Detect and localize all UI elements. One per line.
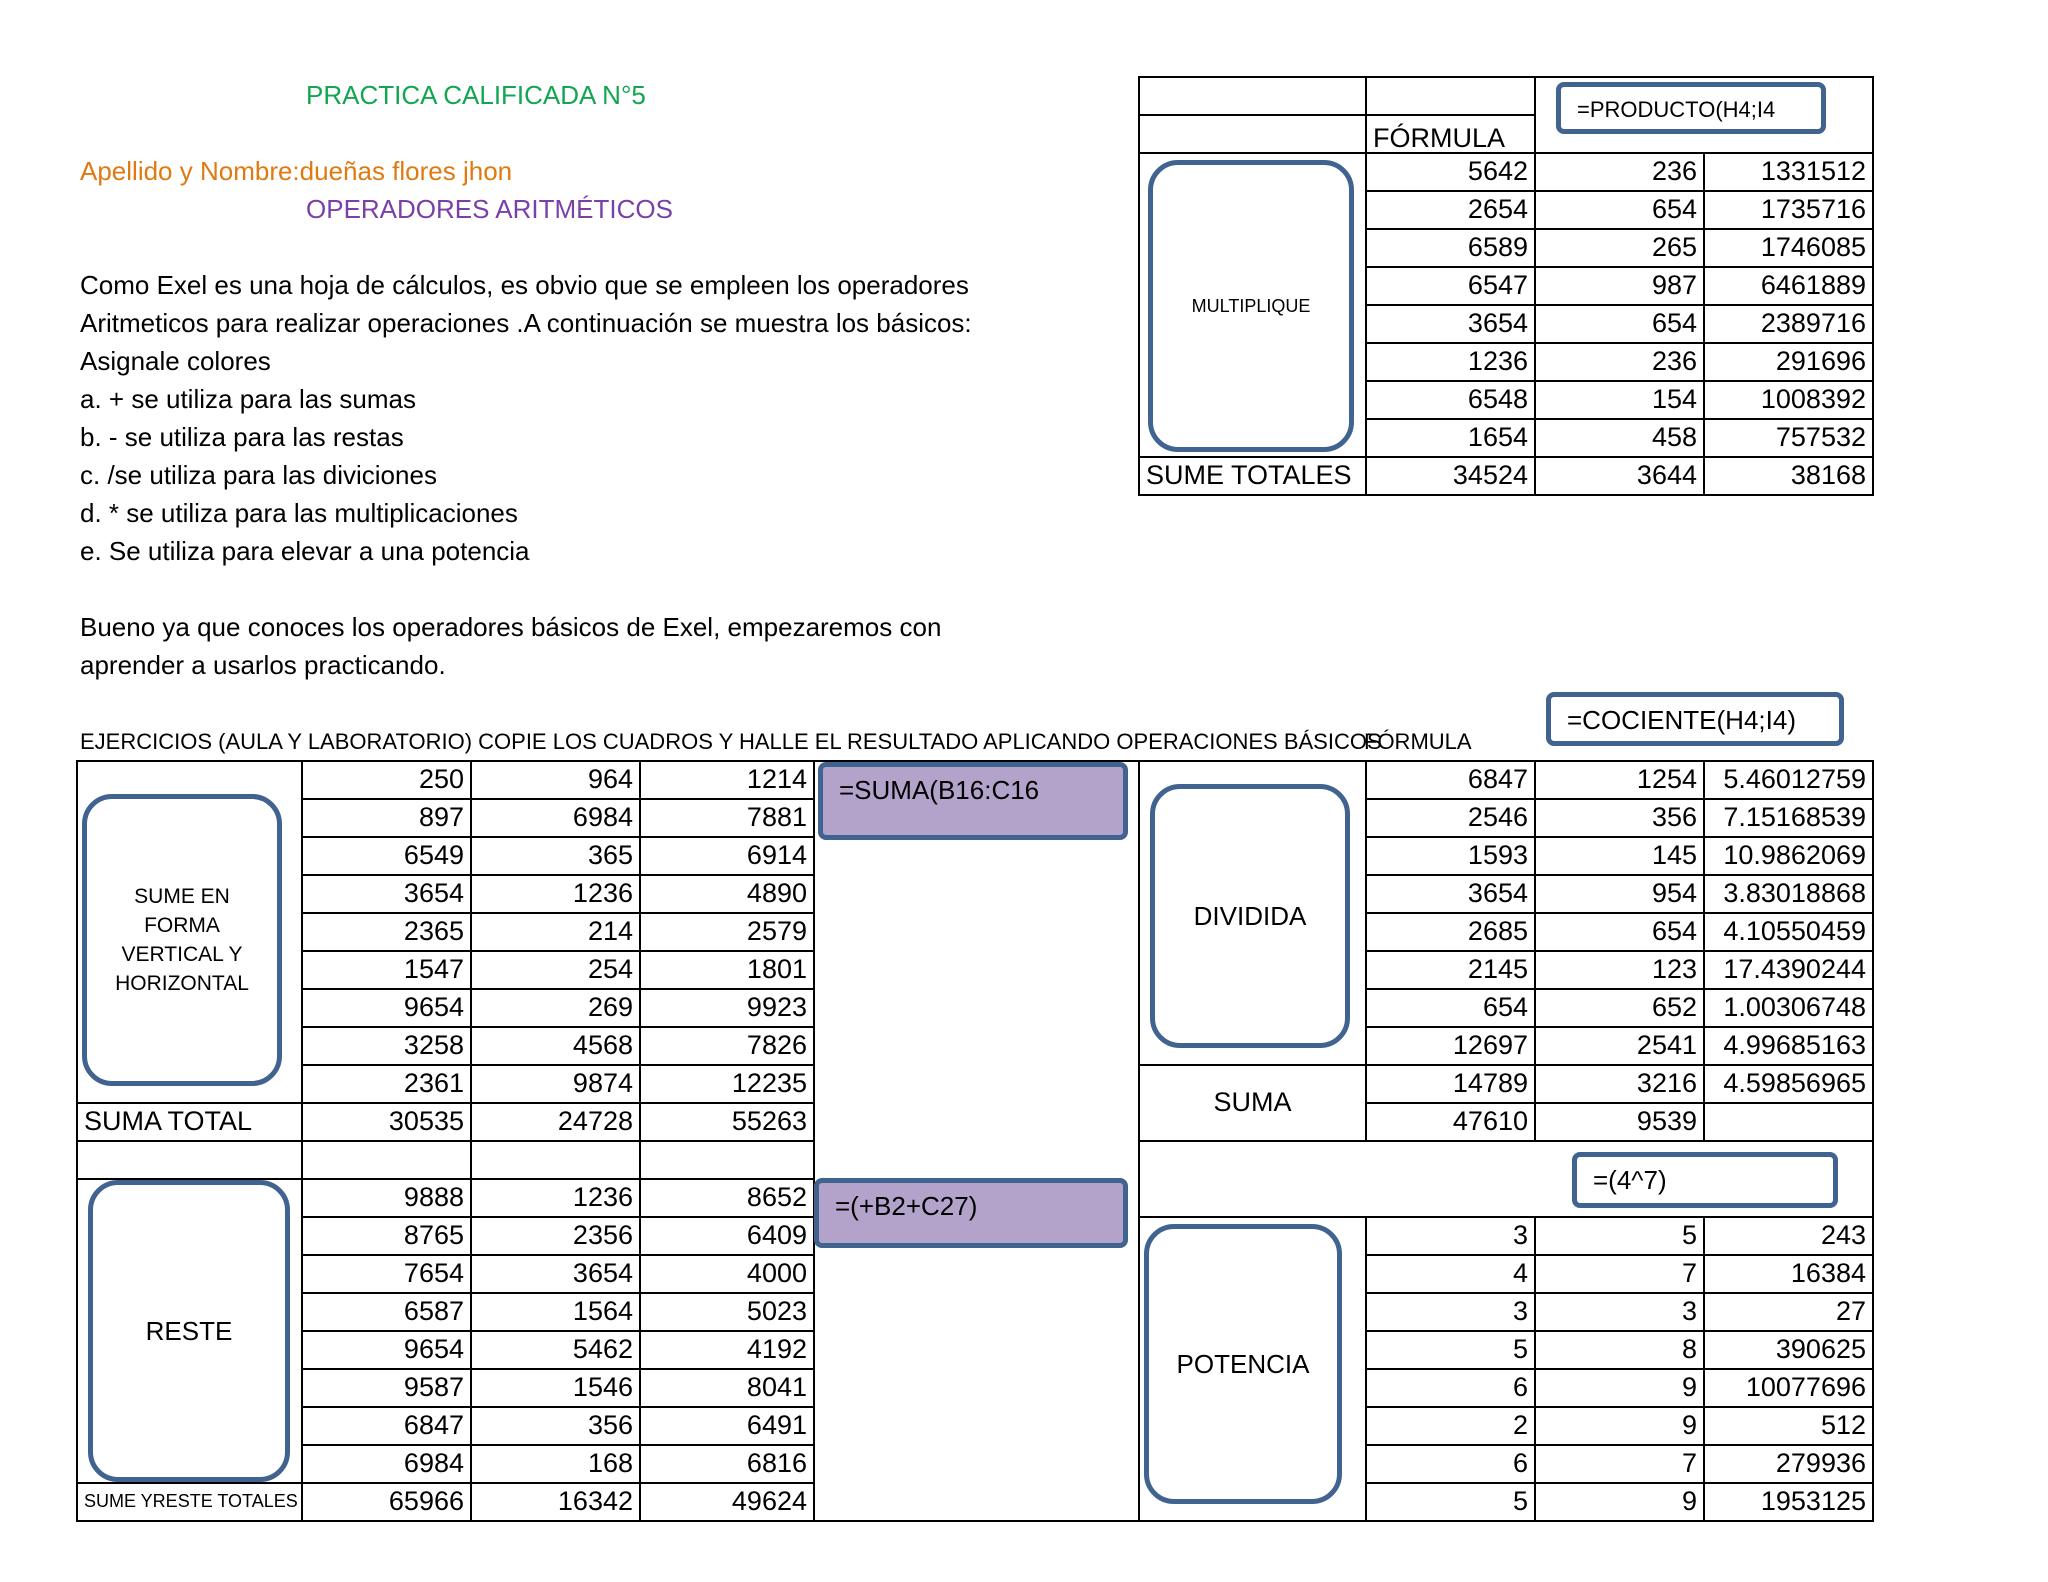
blank-cell[interactable] — [301, 1140, 472, 1180]
power-value-cell[interactable]: 5 — [1365, 1482, 1536, 1522]
multiply-value-cell[interactable]: 5642 — [1365, 152, 1536, 192]
multiply-value-cell[interactable]: 757532 — [1703, 418, 1874, 458]
multiply-value-cell[interactable]: 1735716 — [1703, 190, 1874, 230]
multiply-total-cell[interactable]: 38168 — [1703, 456, 1874, 496]
multiply-value-cell[interactable]: 654 — [1534, 304, 1705, 344]
multiply-value-cell[interactable]: 1746085 — [1703, 228, 1874, 268]
intro-line: d. * se utiliza para las multiplicaciones — [80, 498, 518, 528]
divide-formula: =COCIENTE(H4;I4) — [1567, 705, 1796, 735]
power-value-cell[interactable]: 27 — [1703, 1292, 1874, 1332]
intro-line: a. + se utiliza para las sumas — [80, 384, 416, 414]
multiply-value-cell[interactable]: 654 — [1534, 190, 1705, 230]
formula-column-cell[interactable] — [813, 760, 1140, 1522]
page-title: PRACTICA CALIFICADA N°5 — [306, 80, 646, 110]
divide-value-cell[interactable]: 652 — [1534, 988, 1705, 1028]
intro-line: e. Se utiliza para elevar a una potencia — [80, 536, 530, 566]
sum-value-cell[interactable]: 7826 — [639, 1026, 815, 1066]
multiply-value-cell[interactable]: 6548 — [1365, 380, 1536, 420]
power-value-cell[interactable]: 9 — [1534, 1406, 1705, 1446]
power-value-cell[interactable]: 5 — [1534, 1216, 1705, 1256]
power-value-cell[interactable]: 8 — [1534, 1330, 1705, 1370]
sum-value-cell[interactable]: 12235 — [639, 1064, 815, 1104]
multiply-value-cell[interactable]: 291696 — [1703, 342, 1874, 382]
sum-value-cell[interactable]: 254 — [470, 950, 641, 990]
multiply-value-cell[interactable]: 265 — [1534, 228, 1705, 268]
divide-value-cell[interactable]: 3216 — [1534, 1064, 1705, 1104]
blank-cell[interactable] — [1138, 76, 1367, 116]
multiply-value-cell[interactable]: 1331512 — [1703, 152, 1874, 192]
divide-value-cell[interactable]: 6847 — [1365, 760, 1536, 800]
sum-value-cell[interactable]: 2361 — [301, 1064, 472, 1104]
sum-value-cell[interactable]: 1214 — [639, 760, 815, 800]
power-label: POTENCIA — [1176, 1349, 1310, 1379]
subtract-value-cell[interactable]: 9587 — [301, 1368, 472, 1408]
subtract-formula: =(+B2+C27) — [835, 1191, 978, 1221]
multiply-value-cell[interactable]: 2389716 — [1703, 304, 1874, 344]
multiply-label: MULTIPLIQUE — [1191, 296, 1311, 316]
power-value-cell[interactable]: 10077696 — [1703, 1368, 1874, 1408]
subtract-value-cell[interactable]: 1236 — [470, 1178, 641, 1218]
subtract-value-cell[interactable]: 5462 — [470, 1330, 641, 1370]
power-value-cell[interactable]: 6 — [1365, 1444, 1536, 1484]
power-value-cell[interactable]: 3 — [1534, 1292, 1705, 1332]
sum-value-cell[interactable]: 269 — [470, 988, 641, 1028]
subtract-total-cell[interactable]: 65966 — [301, 1482, 472, 1522]
divide-formula-box[interactable] — [1546, 692, 1844, 746]
power-value-cell[interactable]: 5 — [1365, 1330, 1536, 1370]
divide-value-cell[interactable]: 10.9862069 — [1703, 836, 1874, 876]
blank-cell[interactable] — [1138, 114, 1367, 154]
divide-value-cell[interactable]: 2685 — [1365, 912, 1536, 952]
sum-value-cell[interactable]: 964 — [470, 760, 641, 800]
intro-line: Como Exel es una hoja de cálculos, es obvio que se empleen los operadores — [80, 270, 969, 300]
divide-value-cell[interactable]: 2145 — [1365, 950, 1536, 990]
divide-total-cell[interactable] — [1703, 1102, 1874, 1142]
power-value-cell[interactable]: 9 — [1534, 1482, 1705, 1522]
subtract-value-cell[interactable]: 8652 — [639, 1178, 815, 1218]
subtract-value-cell[interactable]: 4000 — [639, 1254, 815, 1294]
subtract-value-cell[interactable]: 8041 — [639, 1368, 815, 1408]
multiply-formula-label[interactable]: FÓRMULA — [1365, 114, 1536, 154]
multiply-value-cell[interactable]: 154 — [1534, 380, 1705, 420]
divide-value-cell[interactable]: 356 — [1534, 798, 1705, 838]
multiply-value-cell[interactable]: 3654 — [1365, 304, 1536, 344]
power-value-cell[interactable]: 6 — [1365, 1368, 1536, 1408]
divide-value-cell[interactable]: 3.83018868 — [1703, 874, 1874, 914]
exercises-header: EJERCICIOS (AULA Y LABORATORIO) COPIE LOS CUADROS Y HALLE EL RESULTADO APLICANDO OPERACIONES BÁSICOS — [80, 729, 1382, 754]
sum-value-cell[interactable]: 3654 — [301, 874, 472, 914]
divide-value-cell[interactable]: 654 — [1534, 912, 1705, 952]
sum-value-cell[interactable]: 2365 — [301, 912, 472, 952]
blank-cell[interactable] — [1365, 76, 1536, 116]
power-formula-box[interactable] — [1572, 1152, 1838, 1208]
sum-value-cell[interactable]: 2579 — [639, 912, 815, 952]
subtract-value-cell[interactable]: 6409 — [639, 1216, 815, 1256]
sum-value-cell[interactable]: 6984 — [470, 798, 641, 838]
subtract-value-cell[interactable]: 6816 — [639, 1444, 815, 1484]
subtract-value-cell[interactable]: 1546 — [470, 1368, 641, 1408]
multiply-total-cell[interactable]: 34524 — [1365, 456, 1536, 496]
multiply-value-cell[interactable]: 6589 — [1365, 228, 1536, 268]
divide-total-cell[interactable]: 47610 — [1365, 1102, 1536, 1142]
sum-total-cell[interactable]: 30535 — [301, 1102, 472, 1142]
sum-value-cell[interactable]: 7881 — [639, 798, 815, 838]
multiply-value-cell[interactable]: 236 — [1534, 152, 1705, 192]
power-value-cell[interactable]: 4 — [1365, 1254, 1536, 1294]
divide-value-cell[interactable]: 954 — [1534, 874, 1705, 914]
sum-formula-box[interactable] — [818, 762, 1128, 840]
subtract-value-cell[interactable]: 6984 — [301, 1444, 472, 1484]
closing-line: aprender a usarlos practicando. — [80, 650, 446, 680]
multiply-value-cell[interactable]: 2654 — [1365, 190, 1536, 230]
multiply-value-cell[interactable]: 236 — [1534, 342, 1705, 382]
sum-value-cell[interactable]: 1236 — [470, 874, 641, 914]
sum-formula: =SUMA(B16:C16 — [839, 775, 1040, 805]
divide-value-cell[interactable]: 12697 — [1365, 1026, 1536, 1066]
intro-line: Asignale colores — [80, 346, 271, 376]
sum-total-cell[interactable]: 55263 — [639, 1102, 815, 1142]
power-formula: =(4^7) — [1593, 1165, 1667, 1195]
power-label-box — [1144, 1224, 1342, 1504]
divide-value-cell[interactable]: 4.99685163 — [1703, 1026, 1874, 1066]
subtract-label-box — [88, 1180, 290, 1482]
multiply-label-box — [1148, 160, 1354, 452]
sum-value-cell[interactable]: 214 — [470, 912, 641, 952]
subtract-formula-box[interactable] — [814, 1178, 1128, 1248]
intro-line: Aritmeticos para realizar operaciones .A continuación se muestra los básicos: — [80, 308, 972, 338]
sum-value-cell[interactable]: 3258 — [301, 1026, 472, 1066]
intro-line: c. /se utiliza para las diviciones — [80, 460, 437, 490]
subtract-value-cell[interactable]: 9654 — [301, 1330, 472, 1370]
multiply-total-cell[interactable]: 3644 — [1534, 456, 1705, 496]
sum-value-cell[interactable]: 9923 — [639, 988, 815, 1028]
power-value-cell[interactable]: 3 — [1365, 1216, 1536, 1256]
power-value-cell[interactable]: 279936 — [1703, 1444, 1874, 1484]
sum-value-cell[interactable]: 9874 — [470, 1064, 641, 1104]
subtract-value-cell[interactable]: 356 — [470, 1406, 641, 1446]
divide-sum-label[interactable]: SUMA — [1138, 1064, 1367, 1142]
multiply-formula-box[interactable] — [1556, 82, 1826, 134]
sum-total-cell[interactable]: 24728 — [470, 1102, 641, 1142]
power-value-cell[interactable]: 1953125 — [1703, 1482, 1874, 1522]
subtract-total-cell[interactable]: 49624 — [639, 1482, 815, 1522]
divide-value-cell[interactable]: 4.10550459 — [1703, 912, 1874, 952]
sum-totals-label[interactable]: SUMA TOTAL — [76, 1102, 303, 1142]
power-value-cell[interactable]: 2 — [1365, 1406, 1536, 1446]
subtract-value-cell[interactable]: 8765 — [301, 1216, 472, 1256]
divide-value-cell[interactable]: 17.4390244 — [1703, 950, 1874, 990]
blank-cell[interactable] — [76, 1140, 303, 1180]
power-value-cell[interactable]: 16384 — [1703, 1254, 1874, 1294]
blank-cell[interactable] — [470, 1140, 641, 1180]
divide-value-cell[interactable]: 5.46012759 — [1703, 760, 1874, 800]
sum-value-cell[interactable]: 4568 — [470, 1026, 641, 1066]
intro-line: b. - se utiliza para las restas — [80, 422, 404, 452]
divide-value-cell[interactable]: 4.59856965 — [1703, 1064, 1874, 1104]
subtract-value-cell[interactable]: 7654 — [301, 1254, 472, 1294]
subtract-value-cell[interactable]: 2356 — [470, 1216, 641, 1256]
subtract-value-cell[interactable]: 3654 — [470, 1254, 641, 1294]
subtract-label: RESTE — [145, 1316, 233, 1346]
multiply-value-cell[interactable]: 6461889 — [1703, 266, 1874, 306]
power-value-cell[interactable]: 9 — [1534, 1368, 1705, 1408]
power-value-cell[interactable]: 7 — [1534, 1444, 1705, 1484]
student-name: Apellido y Nombre:dueñas flores jhon — [80, 156, 513, 186]
divide-value-cell[interactable]: 123 — [1534, 950, 1705, 990]
divide-value-cell[interactable]: 2541 — [1534, 1026, 1705, 1066]
subtract-value-cell[interactable]: 4192 — [639, 1330, 815, 1370]
subtract-value-cell[interactable]: 168 — [470, 1444, 641, 1484]
divide-value-cell[interactable]: 1254 — [1534, 760, 1705, 800]
sum-label-box — [82, 794, 282, 1086]
subtract-value-cell[interactable]: 9888 — [301, 1178, 472, 1218]
multiply-formula: =PRODUCTO(H4;I4 — [1577, 97, 1776, 122]
subtract-value-cell[interactable]: 5023 — [639, 1292, 815, 1332]
divide-value-cell[interactable]: 3654 — [1365, 874, 1536, 914]
subtract-total-cell[interactable]: 16342 — [470, 1482, 641, 1522]
multiply-value-cell[interactable]: 987 — [1534, 266, 1705, 306]
sum-value-cell[interactable]: 365 — [470, 836, 641, 876]
sum-label: SUME EN FORMA VERTICAL Y HORIZONTAL — [115, 885, 249, 995]
sum-value-cell[interactable]: 250 — [301, 760, 472, 800]
subtract-value-cell[interactable]: 6587 — [301, 1292, 472, 1332]
sum-value-cell[interactable]: 1801 — [639, 950, 815, 990]
subtract-value-cell[interactable]: 1564 — [470, 1292, 641, 1332]
power-value-cell[interactable]: 390625 — [1703, 1330, 1874, 1370]
divide-formula-label: FÓRMULA — [1364, 729, 1472, 754]
divide-value-cell[interactable]: 7.15168539 — [1703, 798, 1874, 838]
divide-value-cell[interactable]: 1.00306748 — [1703, 988, 1874, 1028]
divide-value-cell[interactable]: 654 — [1365, 988, 1536, 1028]
subtract-value-cell[interactable]: 6491 — [639, 1406, 815, 1446]
divide-value-cell[interactable]: 145 — [1534, 836, 1705, 876]
divide-value-cell[interactable]: 1593 — [1365, 836, 1536, 876]
blank-cell[interactable] — [639, 1140, 815, 1180]
sum-value-cell[interactable]: 4890 — [639, 874, 815, 914]
multiply-totals-label[interactable]: SUME TOTALES — [1138, 456, 1367, 496]
divide-value-cell[interactable]: 14789 — [1365, 1064, 1536, 1104]
multiply-value-cell[interactable]: 1654 — [1365, 418, 1536, 458]
multiply-value-cell[interactable]: 1236 — [1365, 342, 1536, 382]
subtract-value-cell[interactable]: 6847 — [301, 1406, 472, 1446]
sum-value-cell[interactable]: 9654 — [301, 988, 472, 1028]
power-value-cell[interactable]: 3 — [1365, 1292, 1536, 1332]
multiply-value-cell[interactable]: 6547 — [1365, 266, 1536, 306]
sum-value-cell[interactable]: 897 — [301, 798, 472, 838]
sum-value-cell[interactable]: 1547 — [301, 950, 472, 990]
sum-value-cell[interactable]: 6549 — [301, 836, 472, 876]
power-value-cell[interactable]: 243 — [1703, 1216, 1874, 1256]
divide-value-cell[interactable]: 2546 — [1365, 798, 1536, 838]
multiply-value-cell[interactable]: 1008392 — [1703, 380, 1874, 420]
divide-label-box — [1150, 784, 1350, 1048]
divide-label: DIVIDIDA — [1193, 901, 1307, 931]
sum-value-cell[interactable]: 6914 — [639, 836, 815, 876]
section-subtitle: OPERADORES ARITMÉTICOS — [306, 194, 673, 224]
divide-total-cell[interactable]: 9539 — [1534, 1102, 1705, 1142]
closing-line: Bueno ya que conoces los operadores básicos de Exel, empezaremos con — [80, 612, 942, 642]
multiply-value-cell[interactable]: 458 — [1534, 418, 1705, 458]
power-value-cell[interactable]: 512 — [1703, 1406, 1874, 1446]
power-value-cell[interactable]: 7 — [1534, 1254, 1705, 1294]
subtract-totals-label[interactable]: SUME YRESTE TOTALES — [76, 1482, 303, 1522]
